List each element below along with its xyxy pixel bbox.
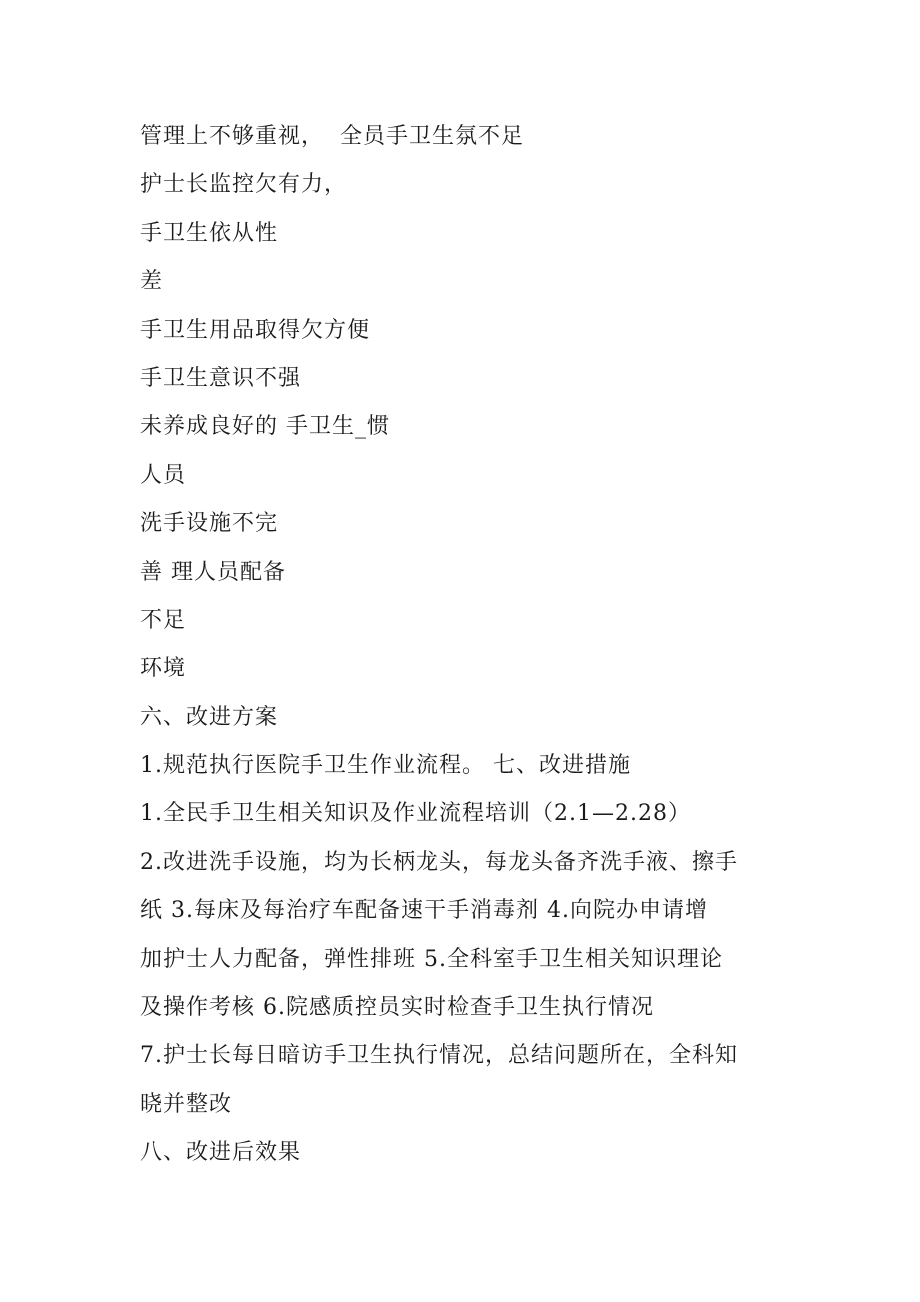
document-page (140, 113, 790, 1178)
text-line-6: 手卫生意识不强 (140, 365, 302, 391)
text-line-16: 2.改进洗手设施，均为长柄龙头，每龙头备齐洗手液、擦手 (140, 849, 738, 875)
text-line-17: 纸 3.每床及每治疗车配备速干手消毒剂 4.向院办申请增 (140, 898, 708, 924)
text-line-14: 1.规范执行医院手卫生作业流程。 七、改进措施 (140, 753, 631, 779)
section-heading-improvement-plan: 六、改进方案 (140, 704, 279, 730)
text-line-19: 及操作考核 6.院感质控员实时检查手卫生执行情况 (140, 995, 654, 1021)
text-line-11: 不足 (140, 607, 187, 633)
text-line-3: 手卫生依从性 (140, 220, 279, 246)
text-line-15: 1.全民手卫生相关知识及作业流程培训（2.1—2.28） (140, 801, 691, 827)
text-line-5: 手卫生用品取得欠方便 (140, 317, 371, 343)
section-heading-results: 八、改进后效果 (140, 1140, 302, 1166)
text-line-8: 人员 (140, 462, 187, 488)
text-line-12: 环境 (140, 656, 187, 682)
text-line-7: 未养成良好的 手卫生_惯 (140, 414, 390, 440)
text-line-9: 洗手设施不完 (140, 511, 279, 537)
text-line-4: 差 (140, 269, 164, 295)
text-line-20: 7.护士长每日暗访手卫生执行情况，总结问题所在，全科知 (140, 1043, 738, 1069)
text-line-1: 管理上不够重视， 全员手卫生氛不足 (140, 124, 524, 149)
text-line-21: 晓并整改 (140, 1091, 233, 1117)
text-line-2: 护士长监控欠有力， (140, 172, 348, 198)
text-line-10: 善 理人员配备 (140, 559, 286, 585)
text-line-18: 加护士人力配备，弹性排班 5.全科室手卫生相关知识理论 (140, 946, 723, 972)
